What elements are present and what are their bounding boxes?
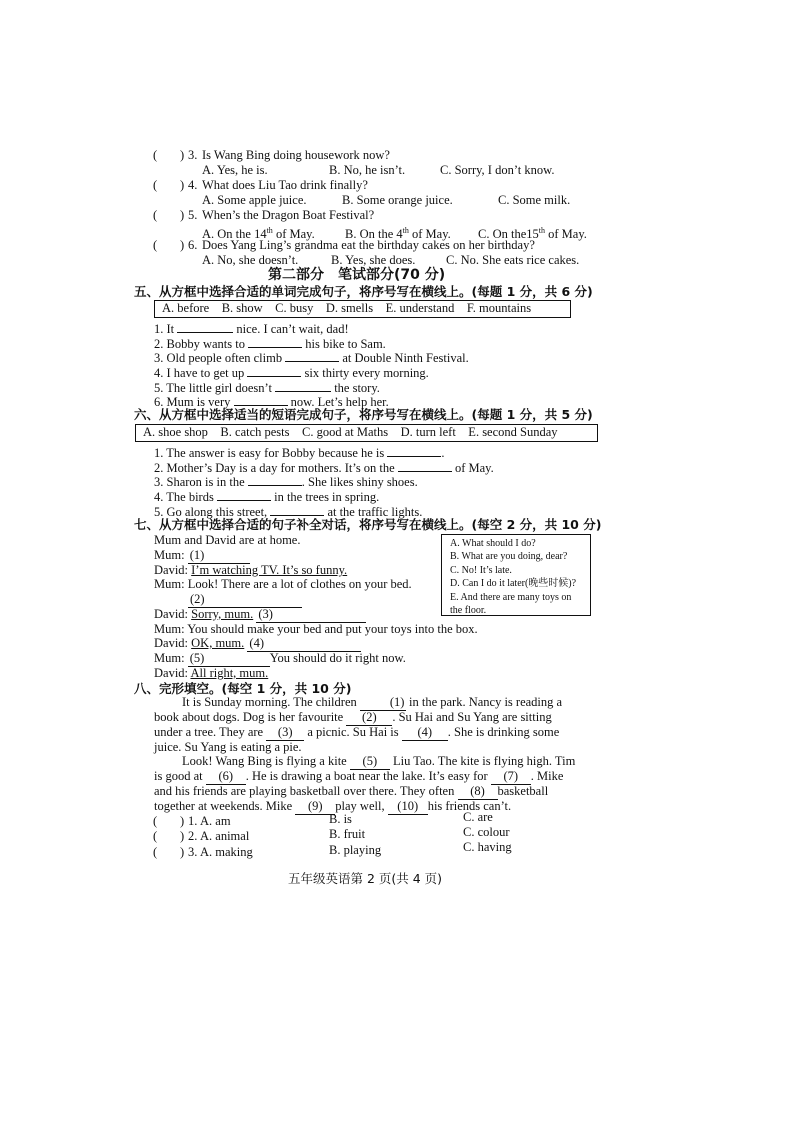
question-number: 1. (188, 814, 198, 828)
question-text: Is Wang Bing doing housework now? (202, 148, 390, 162)
question-number: 3. (188, 845, 198, 859)
answer-paren: ( (153, 238, 158, 252)
sentence-text: 2. Mother’s Day is a day for mothers. It’s on the (154, 461, 395, 475)
answer-blank[interactable] (248, 473, 302, 486)
dialogue-intro: Mum and David are at home. (154, 533, 301, 547)
speaker-label: David: (154, 666, 189, 680)
passage-text: . She is drinking some (447, 725, 560, 739)
cloze-line (154, 740, 302, 755)
question-number: ) (180, 829, 185, 843)
cloze-blank[interactable]: (5) (350, 754, 390, 770)
option-a: A. What should I do? (450, 538, 536, 549)
sentence-text: 1. It (154, 322, 175, 336)
passage-text: in the park. Nancy is reading a (409, 695, 563, 709)
sentence-text: . She likes shiny shoes. (301, 475, 418, 489)
sentence-text: 5. Go along this street, (154, 505, 268, 519)
answer-blank[interactable] (285, 349, 339, 362)
option-b: B. On the 4th of May. (345, 226, 451, 242)
option-c: C. having (463, 840, 512, 854)
option-c: C. On the15th of May. (478, 226, 587, 242)
sentence-text: six thirty every morning. (304, 366, 429, 380)
dialogue-text: All right, mum. (190, 666, 269, 680)
dialogue-line (154, 607, 366, 623)
sentence-text: his bike to Sam. (305, 337, 386, 351)
sentence-text: 4. I have to get up (154, 366, 245, 380)
sentence-text: of May. (454, 461, 494, 475)
sentence-text: now. Let’s help her. (290, 395, 389, 409)
question-number: 3. (188, 148, 198, 162)
dialogue-text: Sorry, mum. (191, 607, 254, 621)
passage-text: play well, (335, 799, 385, 813)
sentence-text: 2. Bobby wants to (154, 337, 245, 351)
answer-blank[interactable]: (4) (247, 636, 361, 652)
sentence-text: 4. The birds (154, 490, 214, 504)
option-a: A. Yes, he is. (202, 163, 268, 177)
answer-blank[interactable] (177, 320, 233, 333)
passage-text: together at weekends. Mike (154, 799, 293, 813)
option-c: C. colour (463, 825, 510, 839)
answer-blank[interactable]: (1) (188, 548, 250, 564)
option-b: B. fruit (329, 827, 366, 841)
passage-text: juice. Su Yang is eating a pie. (154, 740, 302, 754)
option-b: B. playing (329, 843, 382, 857)
cloze-blank[interactable]: (2) (346, 710, 392, 726)
passage-text: It is Sunday morning. The children (182, 695, 357, 709)
sentence-text: 3. Sharon is in the (154, 475, 245, 489)
dialogue-line (154, 651, 406, 667)
passage-text: and his friends are playing basketball over there. They often (154, 784, 455, 798)
passage-text: his friends can’t. (427, 799, 512, 813)
sentence-text: . (441, 446, 445, 460)
sentence-text: at the traffic lights. (327, 505, 423, 519)
dialogue-text: You should make your bed and put your toys into the box. (187, 622, 478, 636)
dialogue-line (154, 666, 268, 681)
answer-blank[interactable] (234, 393, 288, 406)
question-number: 2. (188, 829, 198, 843)
dialogue-line (154, 577, 412, 592)
cloze-blank[interactable]: (4) (402, 725, 448, 741)
option-b: B. Some orange juice. (342, 193, 453, 207)
answer-blank[interactable]: (2) (188, 592, 302, 608)
option-a: A. On the 14th of May. (202, 226, 315, 242)
option-b: B. What are you doing, dear? (450, 551, 568, 563)
option-a: A. Some apple juice. (202, 193, 307, 207)
answer-paren: ( (153, 208, 158, 222)
question-text: When’s the Dragon Boat Festival? (202, 208, 375, 222)
passage-text: a picnic. Su Hai is (307, 725, 399, 739)
question-number: ) (180, 178, 185, 192)
section-6-title: 六、从方框中选择适当的短语完成句子，将序号写在横线上。(每题 1 分，共 5 分) (134, 407, 593, 422)
option-a: A. animal (200, 829, 250, 843)
option-b: B. No, he isn’t. (329, 163, 406, 177)
section-8-title: 八、完形填空。(每空 1 分，共 10 分) (134, 681, 352, 696)
option-b: B. is (329, 812, 352, 826)
passage-text: basketball (497, 784, 549, 798)
question-number: 5. (188, 208, 198, 222)
option-c: C. Some milk. (498, 193, 571, 207)
answer-blank[interactable] (247, 364, 301, 377)
cloze-blank[interactable]: (1) (360, 695, 406, 711)
cloze-line (154, 725, 559, 741)
cloze-line (154, 784, 548, 800)
question-number: 6. (188, 238, 198, 252)
answer-paren: ( (153, 148, 158, 162)
sentence-text: the story. (334, 381, 380, 395)
question-number: ) (180, 238, 185, 252)
dialogue-line (154, 563, 347, 578)
passage-text: Look! Wang Bing is flying a kite (182, 754, 347, 768)
option-a: A. making (200, 845, 253, 859)
speaker-label: David: (154, 607, 189, 621)
answer-blank[interactable] (275, 379, 331, 392)
speaker-label: Mum: (154, 577, 185, 591)
part-two-title: 第二部分 笔试部分(70 分) (268, 267, 446, 283)
cloze-line (154, 769, 563, 785)
cloze-line (154, 695, 562, 711)
dialogue-text: I’m watching TV. It’s so funny. (191, 563, 348, 577)
dialogue-line (188, 592, 302, 608)
passage-text: . Mike (530, 769, 564, 783)
dialogue-line (154, 548, 250, 564)
sentence-text: 6. Mum is very (154, 395, 231, 409)
dialogue-text: OK, mum. (191, 636, 245, 650)
question-number: ) (180, 148, 185, 162)
sentence-text: nice. I can’t wait, dad! (236, 322, 349, 336)
passage-text: . He is drawing a boat near the lake. It’s easy for (245, 769, 488, 783)
speaker-label: David: (154, 563, 189, 577)
answer-blank[interactable] (398, 459, 452, 472)
cloze-blank[interactable]: (6) (206, 769, 246, 785)
cloze-blank[interactable]: (7) (491, 769, 531, 785)
option-e-continued: the floor. (450, 605, 487, 617)
option-c: C. No! It’s late. (450, 564, 512, 576)
page-footer: 五年级英语第 2 页(共 4 页) (288, 871, 443, 886)
answer-blank[interactable] (248, 335, 302, 348)
sentence-text: at Double Ninth Festival. (342, 351, 469, 365)
answer-paren: ( (153, 829, 158, 843)
answer-blank[interactable] (217, 488, 271, 501)
option-a: A. am (200, 814, 231, 828)
passage-text: under a tree. They are (154, 725, 264, 739)
answer-paren: ( (153, 845, 158, 859)
sentence-options-box (441, 534, 591, 616)
dialogue-text: You should do it right now. (269, 651, 406, 665)
sentence-text: 1. The answer is easy for Bobby because he is (154, 446, 385, 460)
sentence-text: 3. Old people often climb (154, 351, 283, 365)
dialogue-line (154, 622, 478, 637)
dialogue-text: Look! There are a lot of clothes on your bed. (187, 577, 412, 591)
section-5-title: 五、从方框中选择合适的单词完成句子，将序号写在横线上。(每题 1 分，共 6 分) (134, 284, 593, 299)
option-c: C. are (463, 810, 493, 824)
speaker-label: Mum: (154, 651, 185, 665)
answer-paren: ( (153, 178, 158, 192)
answer-paren: ( (153, 814, 158, 828)
option-b: B. Yes, she does. (331, 253, 416, 267)
speaker-label: David: (154, 636, 189, 650)
cloze-line (154, 710, 552, 726)
cloze-blank[interactable]: (10) (388, 799, 428, 815)
answer-blank[interactable]: (5) (188, 651, 270, 667)
section-7-title: 七、从方框中选择合适的句子补全对话，将序号写在横线上。(每空 2 分，共 10 分) (134, 517, 602, 532)
answer-blank[interactable] (270, 503, 324, 516)
word-bank-box: A. before B. show C. busy D. smells E. understand F. mountains (154, 300, 571, 318)
answer-blank[interactable]: (3) (256, 607, 366, 623)
option-c: C. No. She eats rice cakes. (446, 253, 580, 267)
speaker-label: Mum: (154, 548, 185, 562)
option-d: D. Can I do it later(晚些时候)? (450, 578, 577, 590)
question-number: ) (180, 845, 185, 859)
passage-text: . Su Hai and Su Yang are sitting (392, 710, 552, 724)
question-text: What does Liu Tao drink finally? (202, 178, 368, 192)
option-a: A. No, she doesn’t. (202, 253, 299, 267)
cloze-blank[interactable]: (8) (458, 784, 498, 800)
cloze-line (182, 754, 575, 770)
dialogue-line (154, 636, 361, 652)
question-text: Does Yang Ling’s grandma eat the birthday cakes on her birthday? (202, 238, 535, 252)
phrase-bank-box: A. shoe shop B. catch pests C. good at Maths D. turn left E. second Sunday (135, 424, 598, 442)
passage-text: Liu Tao. The kite is flying high. Tim (392, 754, 576, 768)
passage-text: is good at (154, 769, 203, 783)
sentence-text: 5. The little girl doesn’t (154, 381, 272, 395)
question-number: ) (180, 814, 185, 828)
passage-text: book about dogs. Dog is her favourite (154, 710, 344, 724)
sentence-text: in the trees in spring. (274, 490, 380, 504)
answer-blank[interactable] (387, 444, 441, 457)
question-number: 4. (188, 178, 198, 192)
option-c: C. Sorry, I don’t know. (440, 163, 555, 177)
question-number: ) (180, 208, 185, 222)
cloze-blank[interactable]: (3) (266, 725, 304, 741)
cloze-blank[interactable]: (9) (295, 799, 335, 815)
speaker-label: Mum: (154, 622, 185, 636)
option-e: E. And there are many toys on (450, 591, 572, 603)
